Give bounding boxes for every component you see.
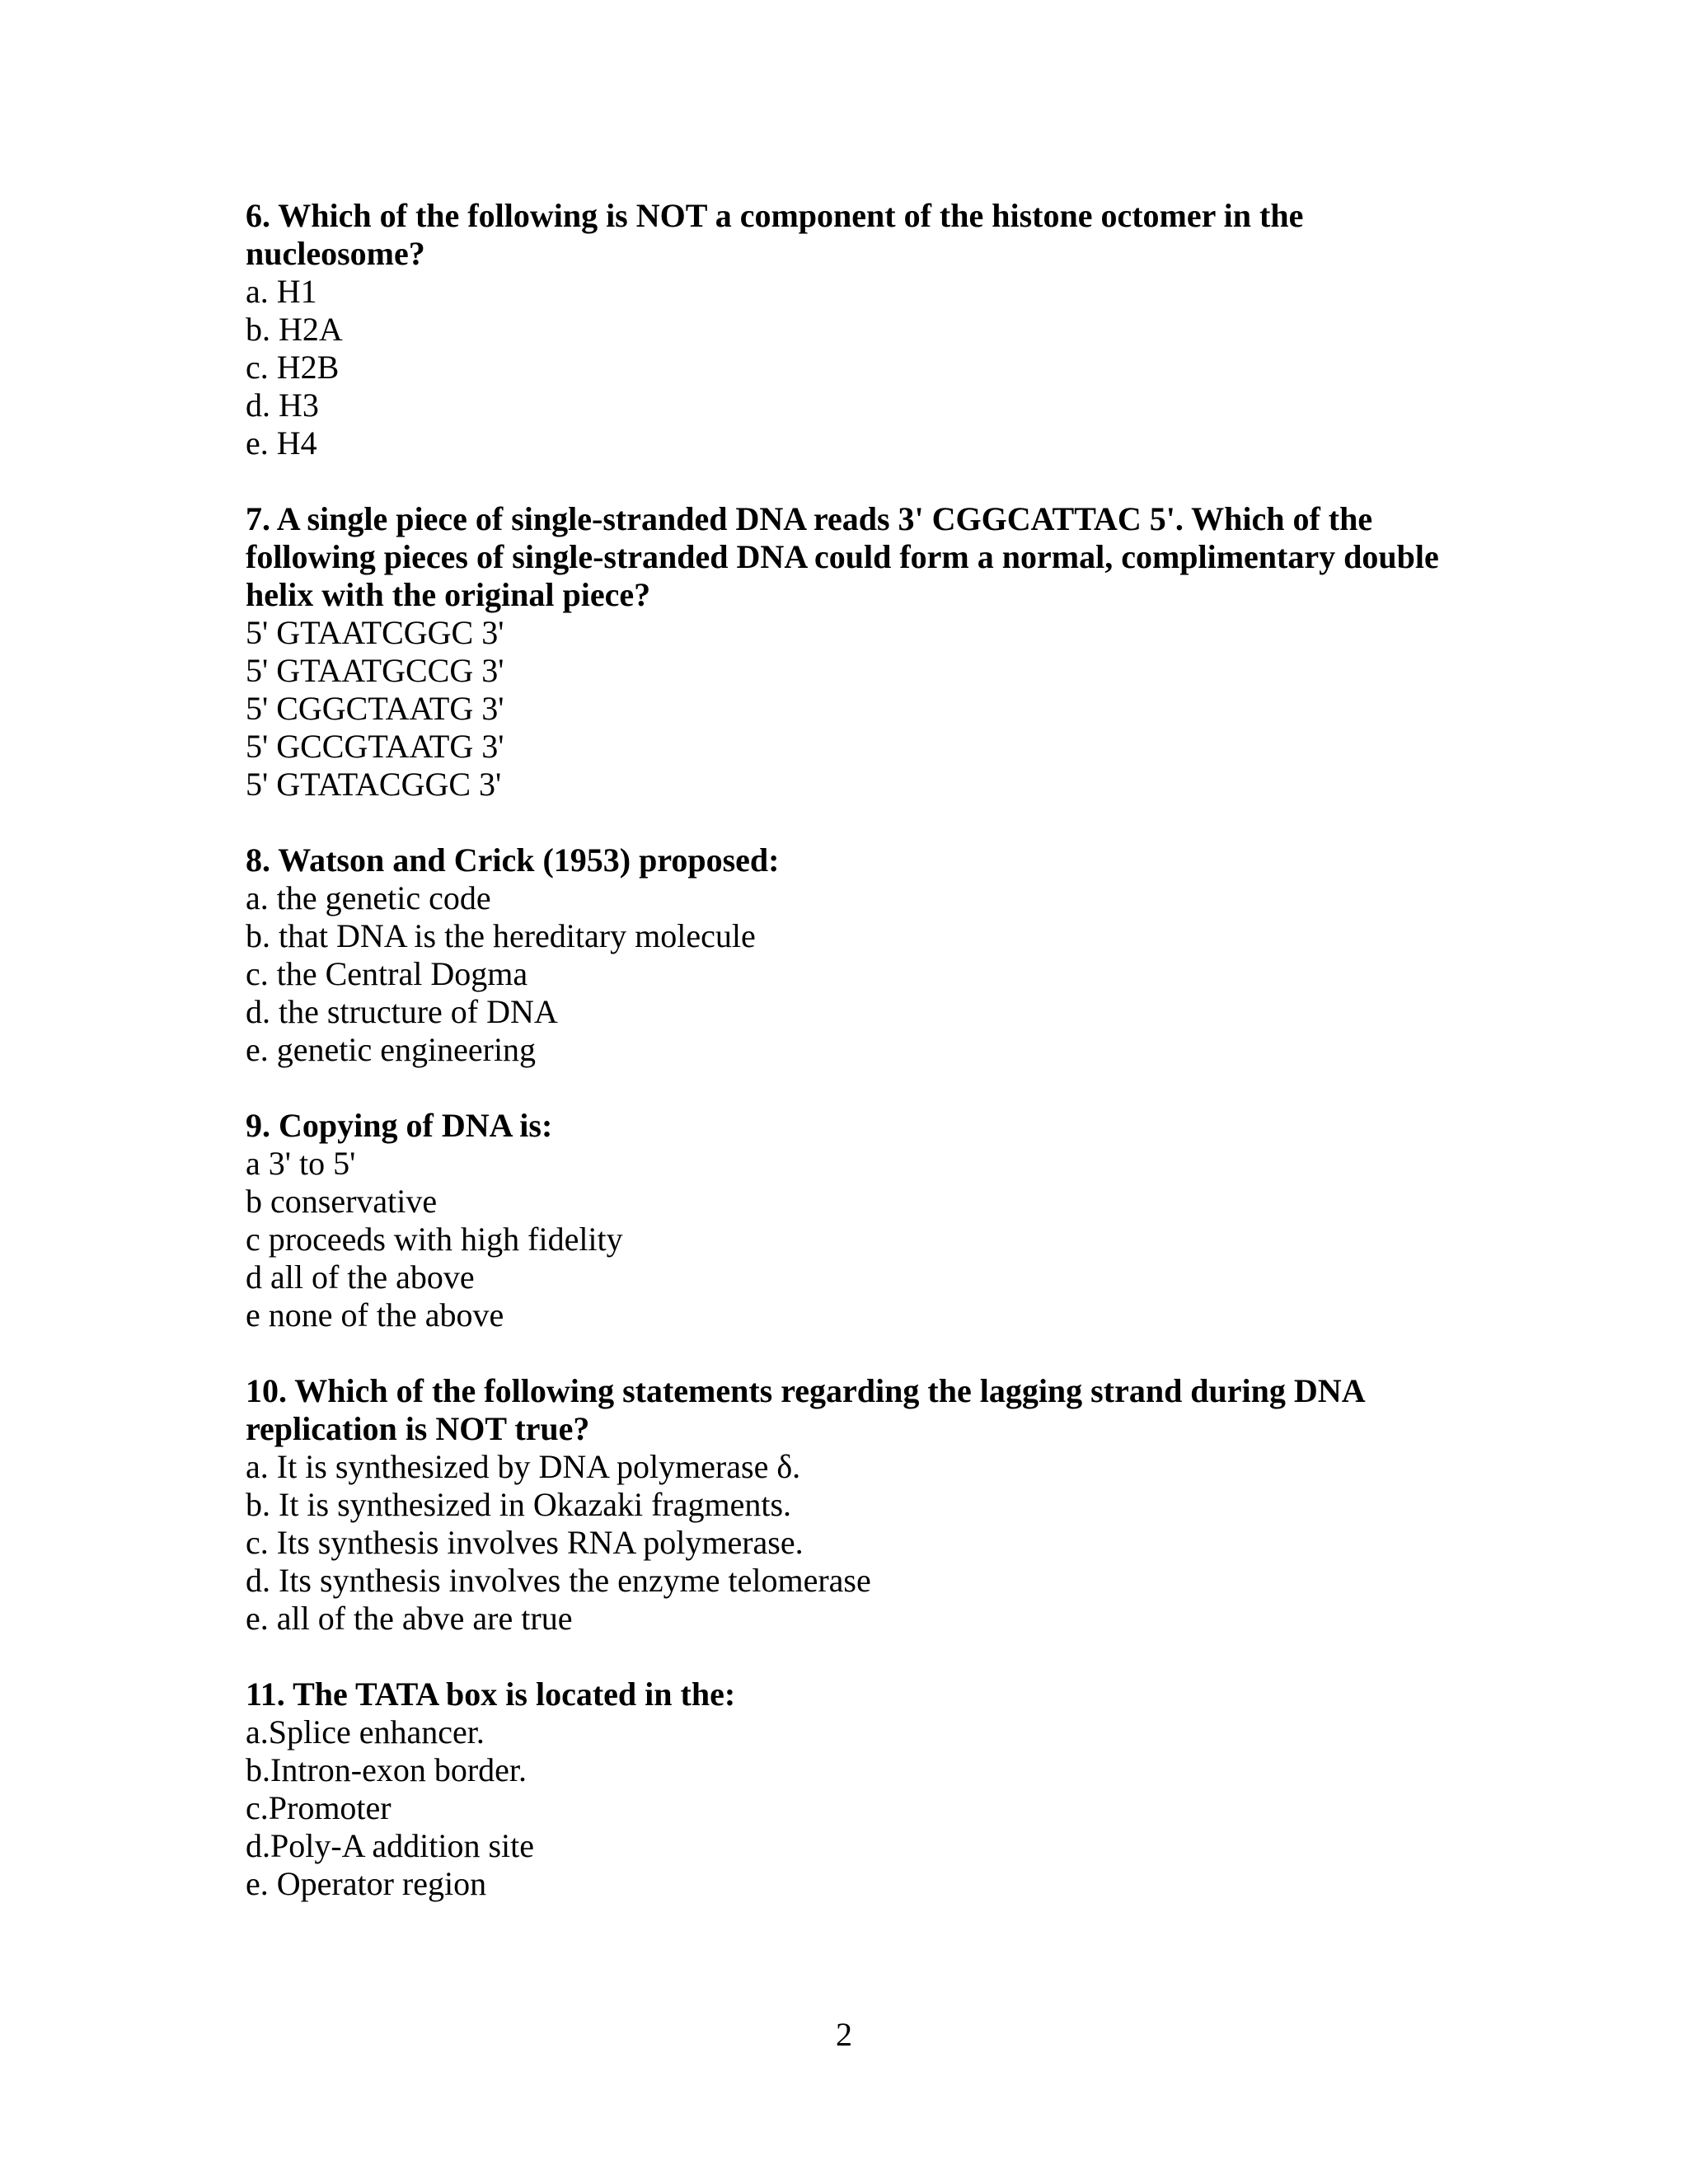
question-list: [246, 197, 1449, 1941]
option-e: e none of the above: [246, 1296, 504, 1333]
question-11: [246, 1675, 1449, 1903]
option-a: a. H1: [246, 273, 317, 310]
option-list: [246, 1145, 1449, 1334]
option-4: 5' GCCGTAATG 3': [246, 728, 504, 765]
option-d: d all of the above: [246, 1258, 475, 1296]
option-e: e. all of the abve are true: [246, 1600, 573, 1637]
option-c: c. the Central Dogma: [246, 955, 528, 992]
option-list: [246, 1713, 1449, 1903]
option-3: 5' CGGCTAATG 3': [246, 690, 504, 727]
question-8: [246, 841, 1449, 1069]
question-9: [246, 1107, 1449, 1334]
option-e: e. Operator region: [246, 1865, 487, 1902]
option-c: c. Its synthesis involves RNA polymerase.: [246, 1524, 804, 1561]
option-a: a.Splice enhancer.: [246, 1713, 485, 1750]
option-a: a. the genetic code: [246, 879, 491, 916]
option-list: [246, 879, 1449, 1069]
option-c: c. H2B: [246, 349, 340, 386]
question-text: 10. Which of the following statements regarding the lagging strand during DNA replication is NOT true?: [246, 1372, 1364, 1447]
option-e: e. H4: [246, 424, 317, 462]
option-b: b. that DNA is the hereditary molecule: [246, 917, 756, 954]
option-2: 5' GTAATGCCG 3': [246, 652, 504, 689]
option-d: d. H3: [246, 387, 319, 424]
option-c: c.Promoter: [246, 1789, 392, 1826]
option-d: d.Poly-A addition site: [246, 1827, 534, 1864]
option-5: 5' GTATACGGC 3': [246, 766, 502, 803]
option-e: e. genetic engineering: [246, 1031, 537, 1068]
option-d: d. Its synthesis involves the enzyme telomerase: [246, 1562, 871, 1599]
option-c: c proceeds with high fidelity: [246, 1221, 623, 1258]
option-1: 5' GTAATCGGC 3': [246, 614, 504, 651]
option-b: b conservative: [246, 1183, 438, 1220]
option-d: d. the structure of DNA: [246, 993, 558, 1030]
question-text: 8. Watson and Crick (1953) proposed:: [246, 841, 780, 879]
question-6: [246, 197, 1449, 462]
option-a: a. It is synthesized by DNA polymerase δ.: [246, 1448, 801, 1485]
page-number: 2: [836, 2016, 852, 2053]
question-text: 7. A single piece of single-stranded DNA reads 3' CGGCATTAC 5'. Which of the following pieces of single-stranded DNA could form a normal, complimentary double helix with the original piece?: [246, 500, 1439, 613]
question-text: 11. The TATA box is located in the:: [246, 1675, 736, 1713]
question-text: 9. Copying of DNA is:: [246, 1107, 553, 1144]
option-list: [246, 614, 1449, 804]
question-10: [246, 1372, 1449, 1638]
option-b: b.Intron-exon border.: [246, 1751, 528, 1788]
option-b: b. It is synthesized in Okazaki fragments.: [246, 1486, 792, 1523]
question-7: [246, 500, 1449, 804]
option-b: b. H2A: [246, 311, 343, 348]
question-text: 6. Which of the following is NOT a component of the histone octomer in the nucleosome?: [246, 197, 1304, 272]
option-list: [246, 1448, 1449, 1638]
option-a: a 3' to 5': [246, 1145, 356, 1182]
option-list: [246, 273, 1449, 462]
